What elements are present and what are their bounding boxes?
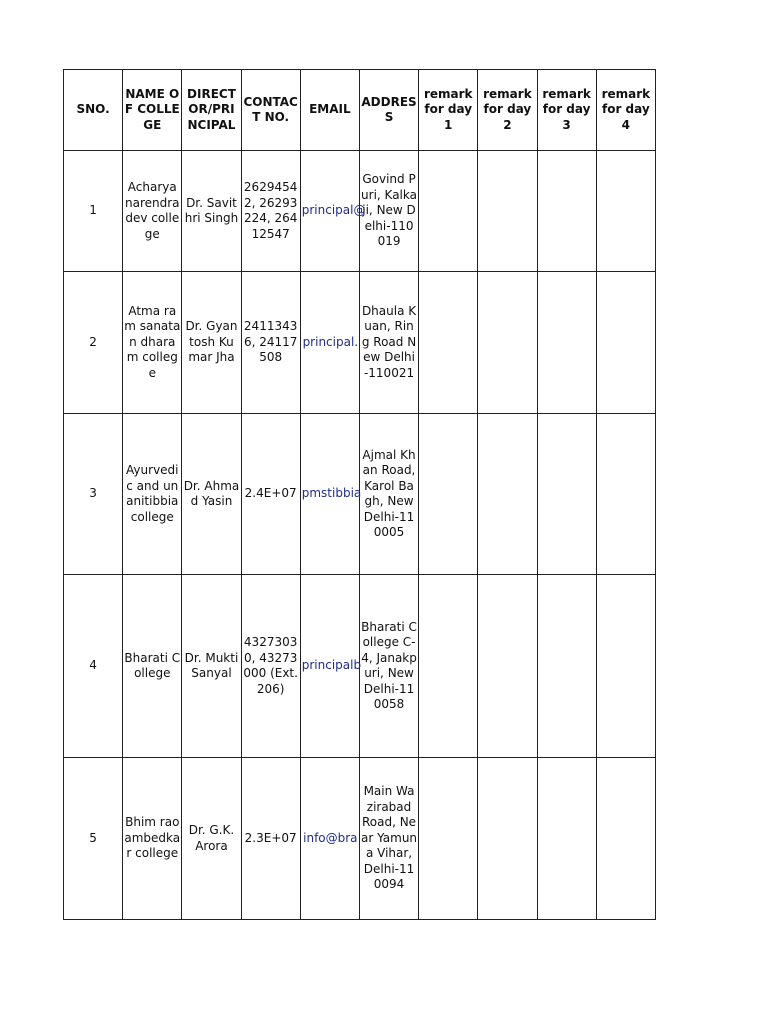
- college-contact-table: [63, 69, 656, 920]
- cell-remark-day3[interactable]: [537, 575, 596, 758]
- cell-sno: 5: [64, 758, 123, 920]
- header-name: NAME OF COLLEGE: [123, 70, 182, 151]
- cell-sno: 2: [64, 272, 123, 414]
- cell-address: Dhaula Kuan, Ring Road New Delhi-110021: [359, 272, 418, 414]
- cell-director: Dr. Ahmad Yasin: [182, 414, 241, 575]
- table-row: [64, 414, 656, 575]
- cell-remark-day1[interactable]: [419, 758, 478, 920]
- cell-college-name: Bhim rao ambedkar college: [123, 758, 182, 920]
- cell-sno: 4: [64, 575, 123, 758]
- cell-email[interactable]: pmstibbia: [300, 414, 359, 575]
- cell-contact: 24113436, 24117508: [241, 272, 300, 414]
- cell-sno: 1: [64, 151, 123, 272]
- cell-remark-day4[interactable]: [596, 758, 655, 920]
- cell-college-name: Acharya narendra dev college: [123, 151, 182, 272]
- cell-director: Dr. G.K. Arora: [182, 758, 241, 920]
- cell-address: Main Wazirabad Road, Near Yamuna Vihar, Delhi-110094: [359, 758, 418, 920]
- cell-remark-day2[interactable]: [478, 414, 537, 575]
- header-row: [64, 70, 656, 151]
- cell-college-name: Bharati College: [123, 575, 182, 758]
- cell-director: Dr. Gyantosh Kumar Jha: [182, 272, 241, 414]
- cell-email[interactable]: principalb: [300, 575, 359, 758]
- cell-sno: 3: [64, 414, 123, 575]
- cell-remark-day1[interactable]: [419, 272, 478, 414]
- cell-email[interactable]: info@bra: [300, 758, 359, 920]
- cell-remark-day4[interactable]: [596, 272, 655, 414]
- cell-remark-day1[interactable]: [419, 414, 478, 575]
- table-row: [64, 575, 656, 758]
- header-remark-day2: remark for day 2: [478, 70, 537, 151]
- header-sno: SNO.: [64, 70, 123, 151]
- cell-email[interactable]: principal.: [300, 272, 359, 414]
- cell-contact: 2.3E+07: [241, 758, 300, 920]
- cell-director: Dr. Mukti Sanyal: [182, 575, 241, 758]
- cell-remark-day3[interactable]: [537, 272, 596, 414]
- cell-contact: 43273030, 43273000 (Ext. 206): [241, 575, 300, 758]
- cell-remark-day2[interactable]: [478, 272, 537, 414]
- cell-remark-day4[interactable]: [596, 151, 655, 272]
- table-row: [64, 272, 656, 414]
- cell-remark-day4[interactable]: [596, 575, 655, 758]
- header-address: ADDRESS: [359, 70, 418, 151]
- cell-remark-day3[interactable]: [537, 151, 596, 272]
- table-row: [64, 151, 656, 272]
- header-email: EMAIL: [300, 70, 359, 151]
- header-contact: CONTACT NO.: [241, 70, 300, 151]
- cell-college-name: Ayurvedic and unanitibbia college: [123, 414, 182, 575]
- header-remark-day4: remark for day 4: [596, 70, 655, 151]
- cell-address: Ajmal Khan Road, Karol Bagh, New Delhi-110005: [359, 414, 418, 575]
- cell-remark-day2[interactable]: [478, 758, 537, 920]
- cell-college-name: Atma ram sanatan dharam college: [123, 272, 182, 414]
- cell-remark-day1[interactable]: [419, 151, 478, 272]
- cell-email[interactable]: principal@: [300, 151, 359, 272]
- cell-remark-day4[interactable]: [596, 414, 655, 575]
- header-remark-day1: remark for day 1: [419, 70, 478, 151]
- cell-contact: 26294542, 26293224, 26412547: [241, 151, 300, 272]
- header-remark-day3: remark for day 3: [537, 70, 596, 151]
- cell-remark-day2[interactable]: [478, 151, 537, 272]
- header-director: DIRECTOR/PRINCIPAL: [182, 70, 241, 151]
- cell-director: Dr. Savithri Singh: [182, 151, 241, 272]
- cell-remark-day3[interactable]: [537, 414, 596, 575]
- cell-remark-day1[interactable]: [419, 575, 478, 758]
- cell-address: Govind Puri, Kalkaji, New Delhi-110019: [359, 151, 418, 272]
- cell-remark-day2[interactable]: [478, 575, 537, 758]
- cell-address: Bharati College C-4, Janakpuri, New Delhi-110058: [359, 575, 418, 758]
- cell-remark-day3[interactable]: [537, 758, 596, 920]
- table-row: [64, 758, 656, 920]
- cell-contact: 2.4E+07: [241, 414, 300, 575]
